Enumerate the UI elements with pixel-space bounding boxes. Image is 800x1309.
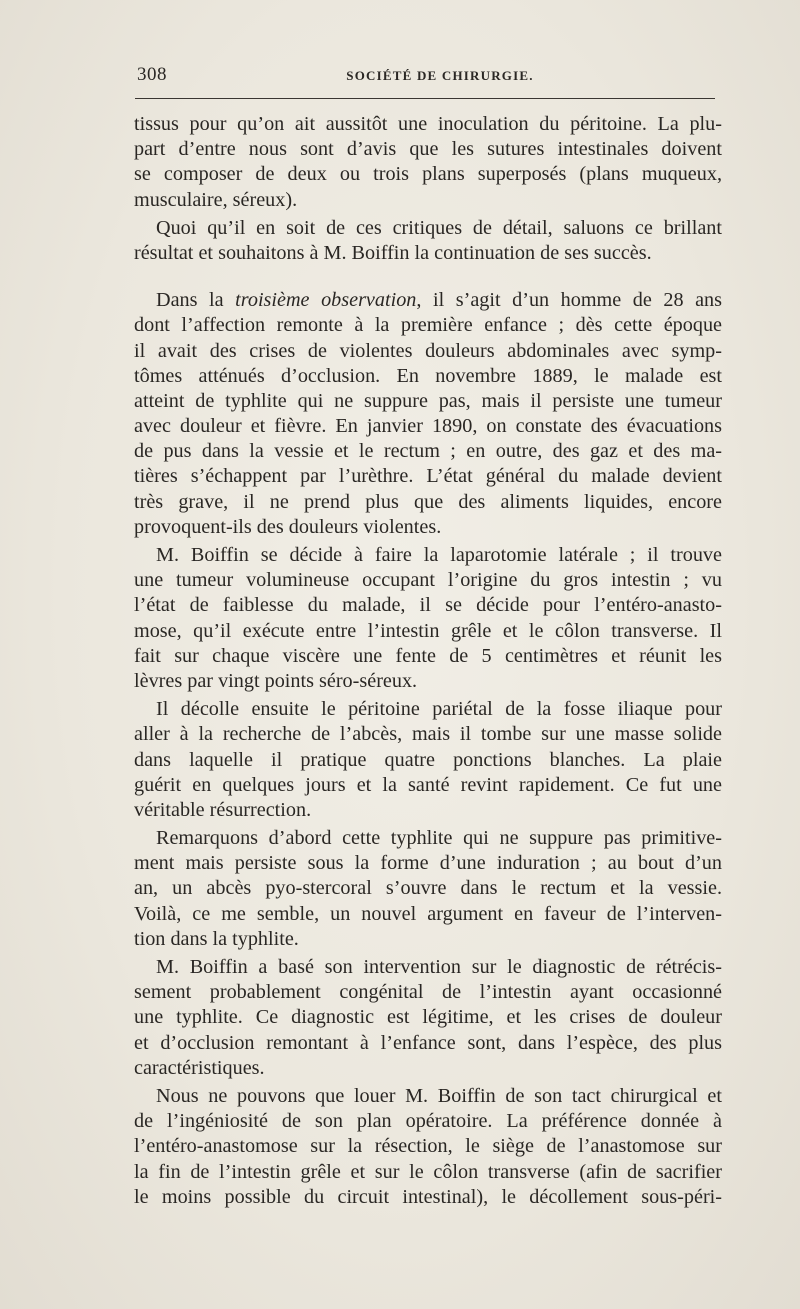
text-run: Dans la: [156, 289, 236, 312]
text-line: tômes atténués d’occlusion. En novembre 1889, le malade est: [134, 364, 722, 387]
text-line: la fin de l’intestin grêle et sur le côlon transverse (afin de sacrifier: [134, 1160, 722, 1183]
text-line: tissus pour qu’on ait aussitôt une inoculation du péritoine. La plu-: [134, 113, 722, 135]
text-line: une tumeur volumineuse occupant l’origine du gros intestin ; vu: [134, 569, 722, 592]
text-line: an, un abcès pyo-stercoral s’ouvre dans le rectum et la vessie.: [134, 877, 722, 900]
text-line: fait sur chaque viscère une fente de 5 centimètres et réunit les: [134, 644, 722, 667]
text-line: [134, 288, 722, 313]
text-line: sement probablement congénital de l’intestin ayant occasionné: [134, 981, 722, 1004]
page-header: [135, 62, 715, 92]
text-line: provoquent-ils des douleurs violentes.: [134, 515, 442, 538]
paragraph: [134, 697, 722, 823]
text-line: atteint de typhlite qui ne suppure pas, mais il persiste une tumeur: [134, 389, 722, 412]
text-line: le moins possible du circuit intestinal), le décollement sous-péri-: [134, 1185, 722, 1208]
text-line: dont l’affection remonte à la première enfance ; dès cette époque: [134, 314, 722, 337]
text-line: l’entéro-anastomose sur la résection, le siège de l’anastomose sur: [134, 1135, 722, 1158]
text-line: l’état de faiblesse du malade, il se décide pour l’entéro-anasto-: [134, 594, 722, 617]
text-line: Voilà, ce me semble, un nouvel argument en faveur de l’interven-: [134, 902, 722, 925]
text-line: résultat et souhaitons à M. Boiffin la continuation de ses succès.: [134, 241, 652, 264]
paragraph: [134, 826, 722, 952]
text-line: Remarquons d’abord cette typhlite qui ne suppure pas primitive-: [156, 827, 722, 850]
text-line: aller à la recherche de l’abcès, mais il tombe sur une masse solide: [134, 723, 722, 746]
text-line: caractéristiques.: [134, 1056, 265, 1079]
text-line: une typhlite. Ce diagnostic est légitime, et les crises de douleur: [134, 1006, 722, 1029]
paragraph: [134, 216, 722, 266]
text-line: guérit en quelques jours et la santé revint rapidement. Ce fut une: [134, 773, 722, 796]
text-line: avec douleur et fièvre. En janvier 1890, on constate des évacuations: [134, 415, 722, 438]
paragraph: [134, 543, 722, 694]
paragraph: [134, 955, 722, 1081]
text-line: Quoi qu’il en soit de ces critiques de détail, saluons ce brillant: [156, 216, 722, 239]
body-text: [134, 112, 722, 1210]
text-line: M. Boiffin se décide à faire la laparotomie latérale ; il trouve: [156, 544, 722, 566]
text-line: tières s’échappent par l’urèthre. L’état général du malade devient: [134, 465, 722, 488]
running-head: SOCIÉTÉ DE CHIRURGIE.: [346, 68, 534, 83]
text-line: véritable résurrection.: [134, 798, 312, 821]
page-number: 308: [137, 64, 167, 85]
text-line: Il décolle ensuite le péritoine pariétal de la fosse iliaque pour: [156, 698, 722, 721]
text-line: il avait des crises de violentes douleurs abdominales avec symp-: [134, 339, 722, 362]
text-line: tion dans la typhlite.: [134, 927, 299, 950]
text-line: lèvres par vingt points séro-séreux.: [134, 669, 418, 692]
text-line: part d’entre nous sont d’avis que les sutures intestinales doivent: [134, 138, 722, 161]
text-line: ment mais persiste sous la forme d’une induration ; au bout d’un: [134, 852, 722, 875]
text-line: musculaire, séreux).: [134, 188, 298, 211]
text-line: dans laquelle il pratique quatre ponctions blanches. La plaie: [134, 748, 722, 771]
paragraph: [134, 1084, 722, 1210]
text-line: et d’occlusion remontant à l’enfance sont, dans l’espèce, des plus: [134, 1031, 722, 1054]
text-line: M. Boiffin a basé son intervention sur le diagnostic de rétrécis-: [156, 956, 722, 978]
italic-run: troisième observation: [235, 289, 417, 312]
text-run: , il s’agit d’un homme de 28 ans: [416, 289, 722, 312]
header-rule: [135, 98, 715, 99]
text-line: se composer de deux ou trois plans superposés (plans muqueux,: [134, 163, 722, 186]
paragraph: [134, 288, 722, 540]
text-line: très grave, il ne prend plus que des aliments liquides, encore: [134, 490, 722, 513]
text-line: de pus dans la vessie et le rectum ; en outre, des gaz et des ma-: [134, 440, 722, 463]
text-line: Nous ne pouvons que louer M. Boiffin de son tact chirurgical et: [156, 1084, 722, 1107]
paragraph: [134, 112, 722, 213]
text-line: de l’ingéniosité de son plan opératoire. La préférence donnée à: [134, 1110, 722, 1133]
text-line: mose, qu’il exécute entre l’intestin grêle et le côlon transverse. Il: [134, 619, 722, 642]
